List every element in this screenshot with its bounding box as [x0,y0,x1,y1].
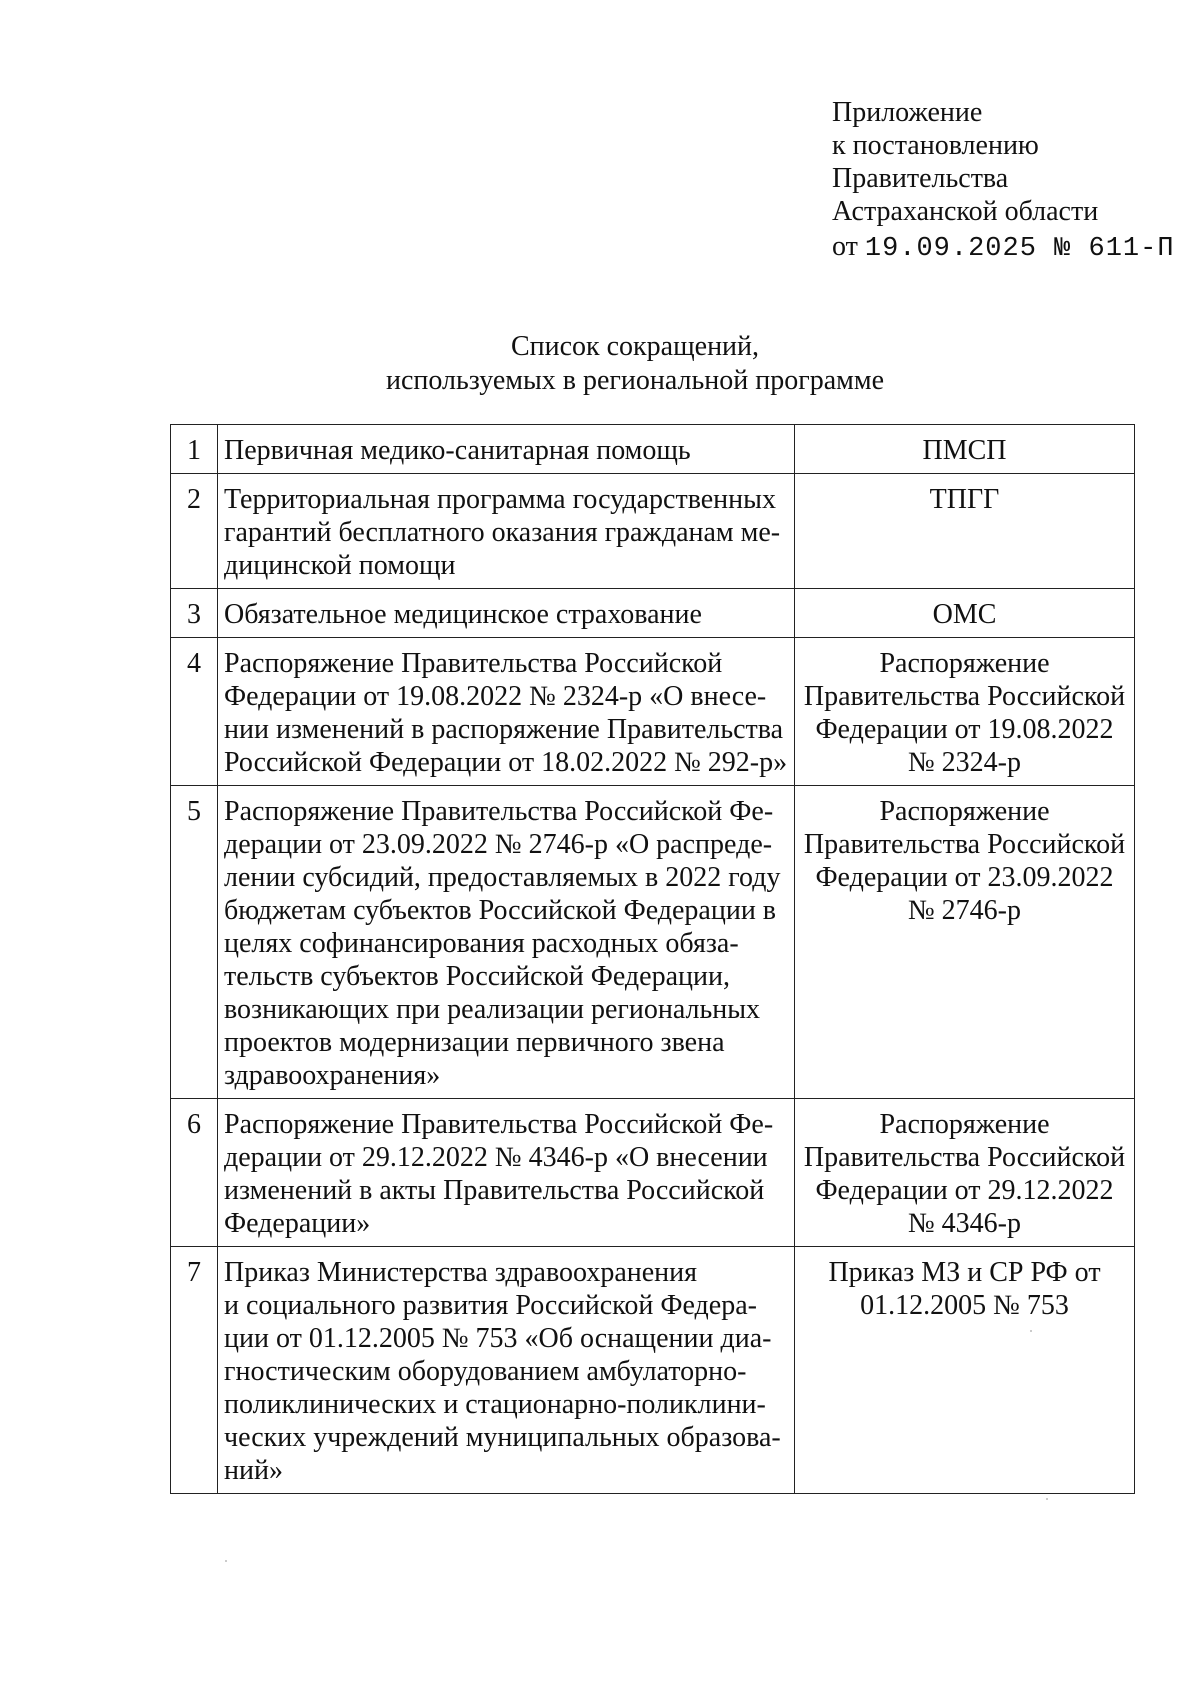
table-row [171,589,1135,638]
header-line: Астраханской области [832,196,1099,227]
header-line: Приложение [832,97,983,128]
abbreviation-line: Правительства Российской [803,681,1126,712]
full-name-line: Распоряжение Правительства Российской [224,648,723,679]
row-number: 6 [171,1099,218,1247]
abbreviation-line: ОМС [932,599,997,630]
full-name-line: Территориальная программа государственных [224,484,776,515]
full-name-cell [218,589,795,638]
table-row [171,638,1135,786]
full-name-line: дицинской помощи [224,550,456,581]
table-row [171,1247,1135,1494]
abbreviation-line: Федерации от 29.12.2022 [815,1175,1114,1206]
abbreviation-cell [795,1247,1135,1494]
full-name-line: гарантий бесплатного оказания гражданам ме- [224,517,781,548]
full-name-line: здравоохранения» [224,1060,441,1091]
appendix-header [832,96,1175,266]
resolution-date-line [832,230,1175,266]
full-name-cell [218,474,795,589]
full-name-line: ции от 01.12.2005 № 753 «Об оснащении диа- [224,1323,772,1354]
abbreviation-line: № 2746-р [907,895,1022,926]
full-name-line: бюджетам субъектов Российской Федерации в [224,895,777,926]
abbreviation-line: Федерации от 19.08.2022 [815,714,1114,745]
header-line: Правительства [832,163,1009,194]
table-row [171,425,1135,474]
full-name-line: лении субсидий, предоставляемых в 2022 году [224,862,781,893]
row-number: 3 [171,589,218,638]
abbreviation-cell [795,638,1135,786]
abbreviation-line: Распоряжение [879,796,1050,827]
row-number: 4 [171,638,218,786]
full-name-line: Приказ Министерства здравоохранения [224,1257,698,1288]
full-name-line: Распоряжение Правительства Российской Фе- [224,1109,774,1140]
abbreviation-line: Федерации от 23.09.2022 [815,862,1114,893]
abbreviations-table-body [171,425,1135,1494]
full-name-line: и социального развития Российской Федера- [224,1290,757,1321]
row-number: 1 [171,425,218,474]
scan-speck [225,1560,227,1562]
full-name-cell [218,638,795,786]
abbreviation-line: ПМСП [922,435,1007,466]
scan-speck [1046,1498,1048,1500]
full-name-cell [218,1247,795,1494]
full-name-line: Распоряжение Правительства Российской Фе- [224,796,774,827]
full-name-line: возникающих при реализации региональных [224,994,761,1025]
row-number: 5 [171,786,218,1099]
full-name-line: целях софинансирования расходных обяза- [224,928,739,959]
table-row [171,474,1135,589]
full-name-line: тельств субъектов Российской Федерации, [224,961,730,992]
abbreviation-line: Правительства Российской [803,829,1126,860]
full-name-cell [218,1099,795,1247]
full-name-line: проектов модернизации первичного звена [224,1027,725,1058]
table-row [171,786,1135,1099]
full-name-line: ческих учреждений муниципальных образова- [224,1422,781,1453]
abbreviation-line: 01.12.2005 № 753 [860,1290,1069,1321]
abbreviation-line: Распоряжение [879,1109,1050,1140]
document-title [0,330,1200,398]
full-name-line: Федерации» [224,1208,371,1239]
full-name-cell [218,425,795,474]
abbreviation-cell [795,425,1135,474]
full-name-line: Первичная медико-санитарная помощь [224,435,691,466]
full-name-line: Федерации от 19.08.2022 № 2324-р «О внесе- [224,681,767,712]
abbreviation-cell [795,786,1135,1099]
abbreviation-cell [795,589,1135,638]
abbreviations-table [170,424,1135,1494]
full-name-line: дерации от 23.09.2022 № 2746-р «О распреде- [224,829,773,860]
abbreviation-line: № 4346-р [907,1208,1022,1239]
scan-speck [1030,1330,1032,1332]
full-name-line: Российской Федерации от 18.02.2022 № 292-р» [224,747,788,778]
row-number: 7 [171,1247,218,1494]
abbreviation-line: Приказ МЗ и СР РФ от [828,1257,1101,1288]
full-name-line: ний» [224,1455,283,1486]
row-number: 2 [171,474,218,589]
resolution-date-number: 19.09.2025 № 611-П [864,234,1175,264]
full-name-line: дерации от 29.12.2022 № 4346-р «О внесении [224,1142,768,1173]
abbreviation-cell [795,474,1135,589]
abbreviation-cell [795,1099,1135,1247]
header-line: к постановлению [832,130,1039,161]
abbreviation-line: ТПГГ [929,484,1000,515]
full-name-line: Обязательное медицинское страхование [224,599,702,630]
full-name-cell [218,786,795,1099]
full-name-line: поликлинических и стационарно-поликлини- [224,1389,766,1420]
abbreviation-line: № 2324-р [907,747,1022,778]
full-name-line: изменений в акты Правительства Российской [224,1175,765,1206]
abbreviation-line: Правительства Российской [803,1142,1126,1173]
full-name-line: гностическим оборудованием амбулаторно- [224,1356,747,1387]
full-name-line: нии изменений в распоряжение Правительства [224,714,784,745]
table-row [171,1099,1135,1247]
date-prefix: от [832,231,858,262]
abbreviation-line: Распоряжение [879,648,1050,679]
title-line-2: используемых в региональной программе [385,365,885,396]
title-line-1: Список сокращений, [510,331,760,362]
